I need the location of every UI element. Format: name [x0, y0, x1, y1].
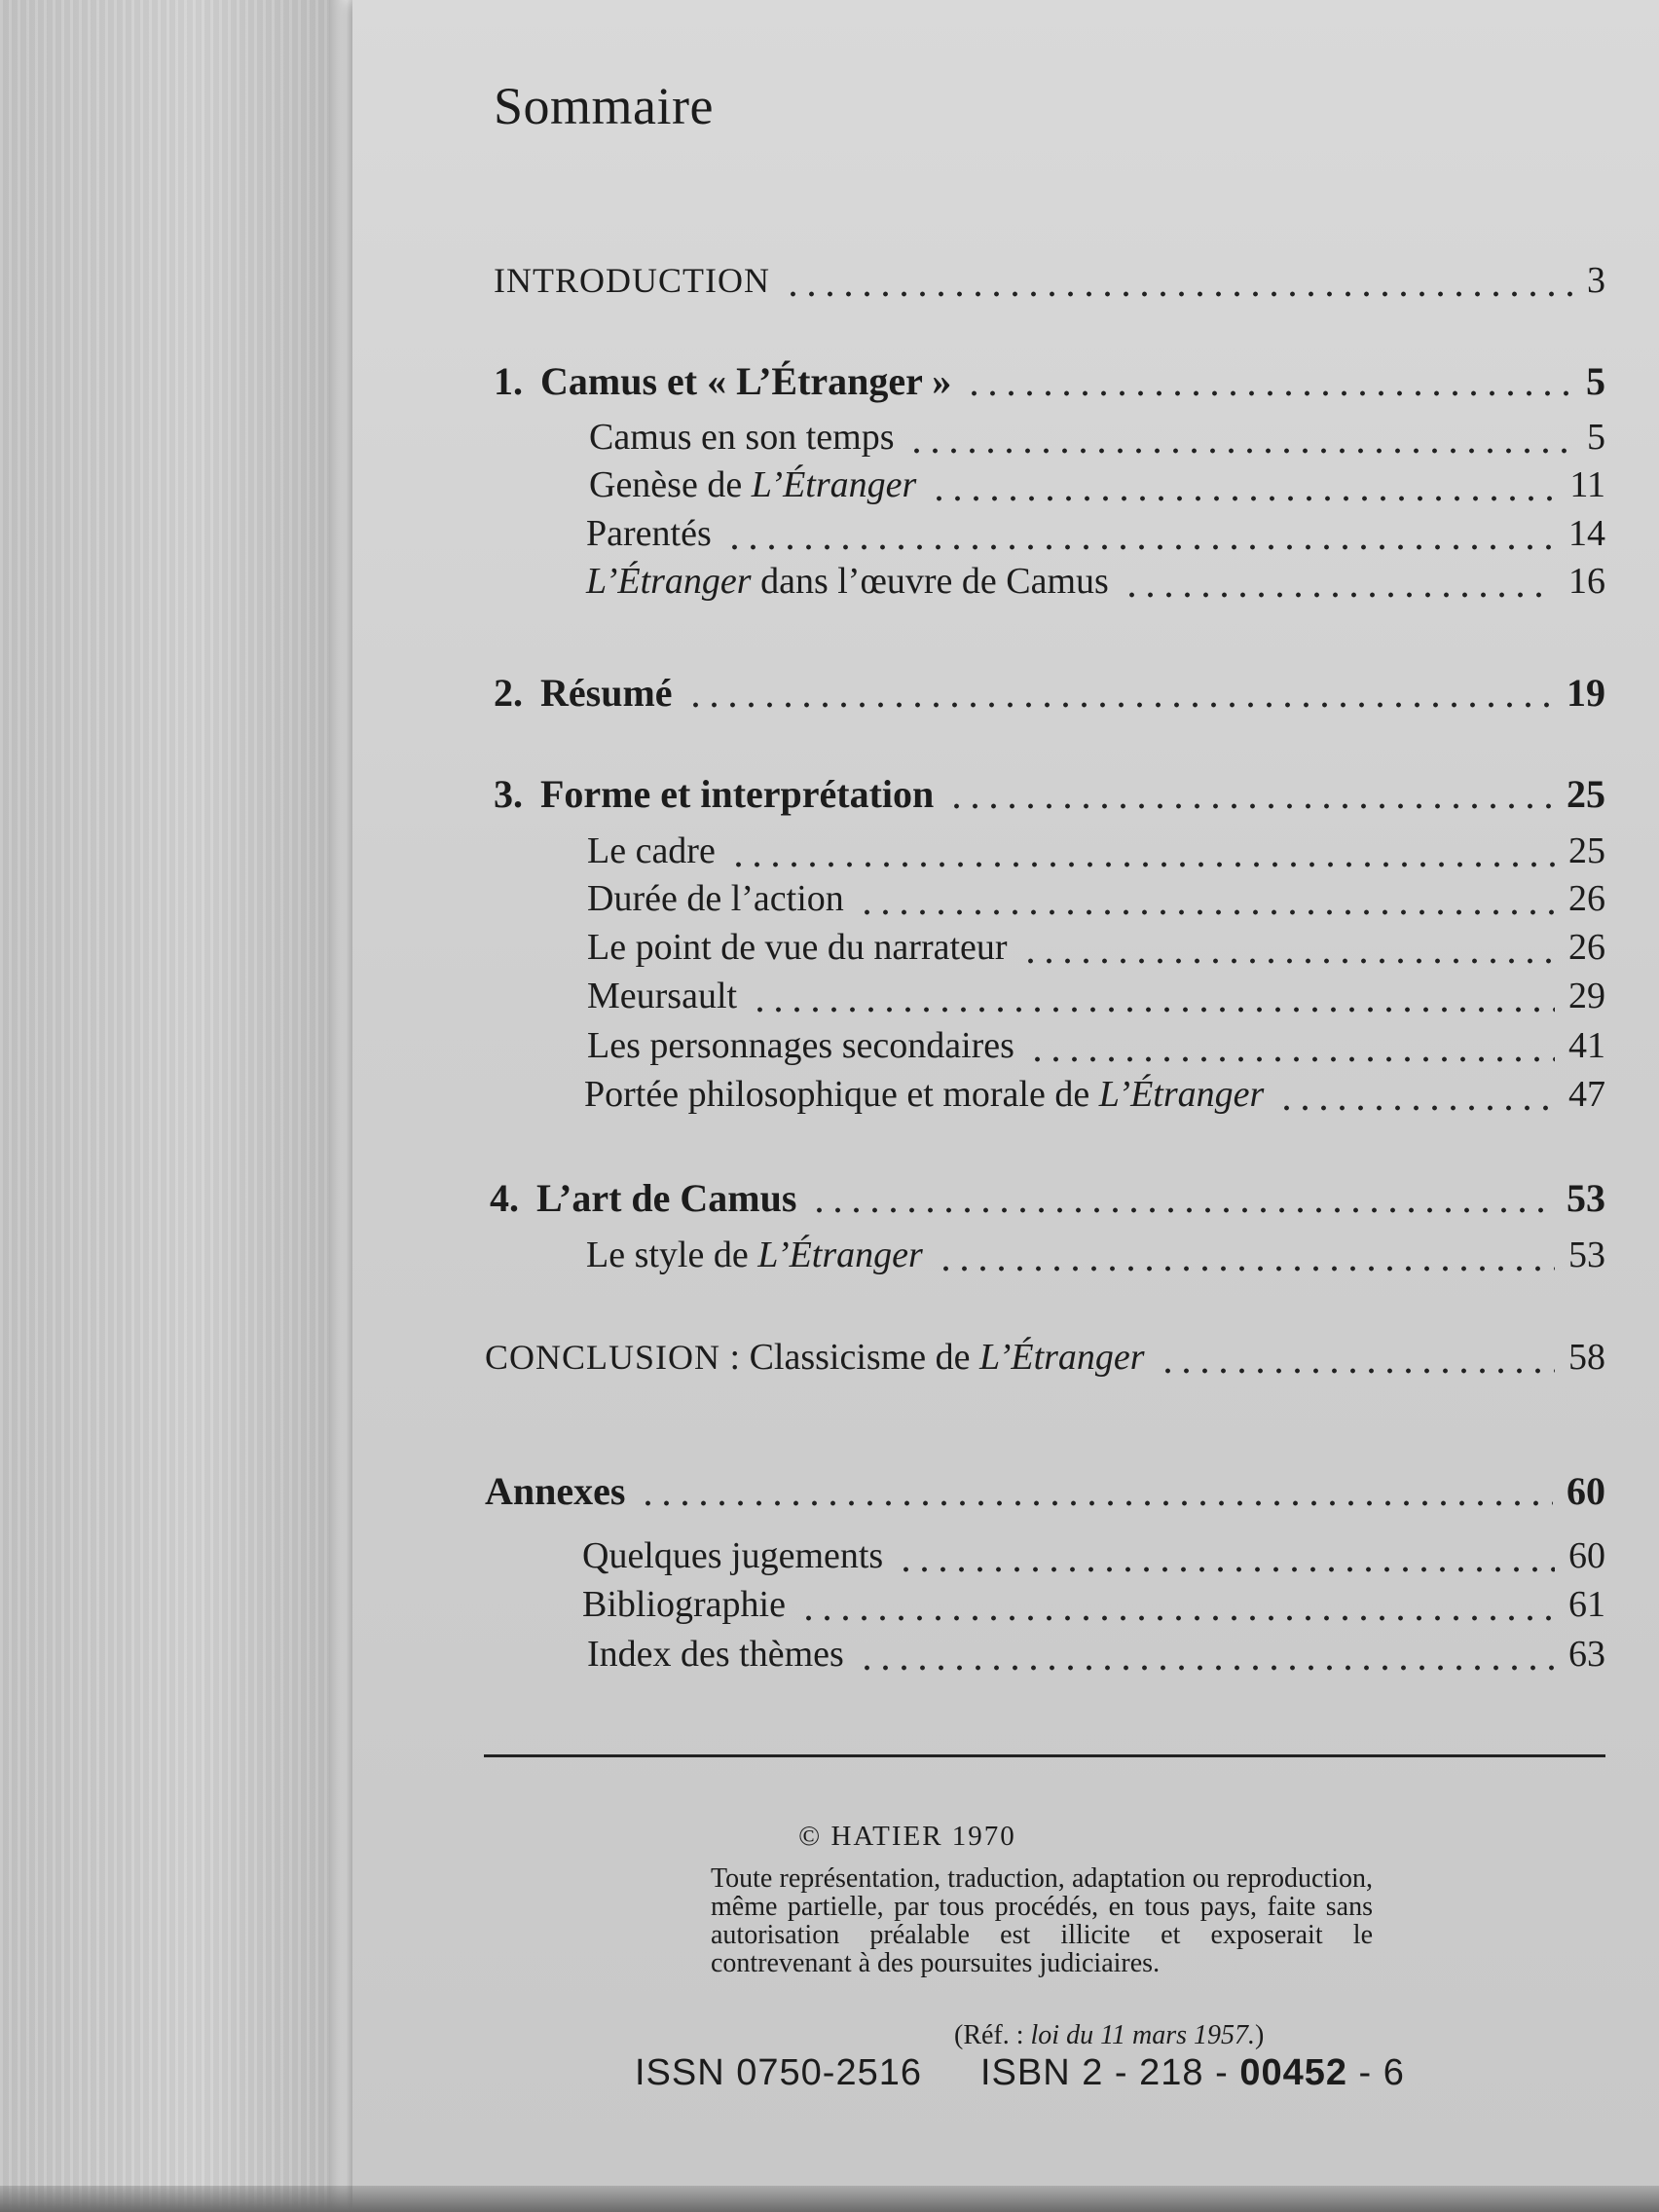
toc-label: Résumé [540, 671, 673, 715]
toc-label: L’art de Camus [536, 1176, 797, 1220]
toc-label: Genèse de [589, 464, 752, 505]
ref-suffix: ) [1255, 2020, 1265, 2050]
toc-entry-annexes [485, 1468, 1605, 1523]
toc-subentry [587, 1024, 1605, 1079]
toc-subentry [587, 975, 1605, 1029]
toc-subentry [584, 1073, 1605, 1127]
toc-subentry [587, 830, 1605, 884]
toc-label: INTRODUCTION [494, 261, 770, 300]
toc-label: Camus et « L’Étranger » [540, 359, 952, 403]
toc-section-2 [494, 670, 1605, 724]
page-title: Sommaire [494, 77, 714, 135]
toc-leader-dots [937, 1265, 1555, 1272]
toc-label-italic: L’Étranger [978, 1337, 1145, 1378]
toc-subentry [587, 1633, 1605, 1687]
toc-label-italic: L’Étranger [1098, 1074, 1265, 1115]
toc-label: dans l’œuvre de Camus [751, 561, 1109, 602]
toc-subentry [589, 463, 1605, 518]
toc-section-number: 4. [490, 1176, 519, 1220]
toc-leader-dots [858, 908, 1555, 916]
toc-subentry [586, 560, 1605, 614]
divider-rule [484, 1754, 1605, 1757]
toc-label: Les personnages secondaires [587, 1025, 1014, 1066]
book-spine-background [0, 0, 355, 2212]
toc-page-number: 16 [1568, 561, 1605, 602]
isbn-prefix: ISBN 2 - 218 - [979, 2052, 1240, 2093]
toc-section-3 [494, 771, 1605, 826]
isbn-suffix: - 6 [1346, 2052, 1405, 2093]
ref-law: loi du 11 mars 1957. [1030, 2020, 1256, 2050]
toc-leader-dots [965, 389, 1572, 397]
toc-leader-dots [897, 1566, 1555, 1573]
publication-codes [635, 2052, 1405, 2094]
toc-leader-dots [810, 1206, 1553, 1214]
toc-label-smallcaps: CONCLUSION [485, 1338, 721, 1377]
toc-page-number: 26 [1568, 927, 1605, 968]
toc-label: Durée de l’action [587, 878, 844, 919]
toc-page-number: 53 [1568, 1235, 1605, 1275]
toc-label: Forme et interprétation [540, 772, 935, 816]
toc-leader-dots [1277, 1104, 1555, 1112]
toc-page-number: 53 [1567, 1176, 1605, 1220]
issn-code: ISSN 0750-2516 [635, 2052, 922, 2093]
toc-page-number: 63 [1568, 1634, 1605, 1675]
toc-page-number: 29 [1568, 976, 1605, 1016]
toc-entry-introduction [494, 259, 1605, 313]
toc-subentry [586, 1234, 1605, 1288]
isbn-bold-part: 00452 [1239, 2052, 1347, 2093]
toc-section-1 [494, 358, 1605, 413]
toc-leader-dots [947, 802, 1553, 810]
toc-label: Meursault [587, 976, 738, 1016]
toc-leader-dots [1028, 1055, 1555, 1063]
toc-leader-dots [784, 290, 1573, 298]
toc-page-number: 26 [1568, 878, 1605, 919]
toc-leader-dots [1159, 1367, 1555, 1375]
toc-subentry [582, 1534, 1605, 1589]
toc-page-number: 3 [1587, 260, 1605, 301]
toc-label: Parentés [586, 513, 712, 554]
toc-page-number: 41 [1568, 1025, 1605, 1066]
toc-label: Le point de vue du narrateur [587, 927, 1008, 968]
toc-page-number: 25 [1567, 772, 1605, 816]
toc-leader-dots [799, 1614, 1555, 1622]
legal-reference [954, 2020, 1264, 2051]
toc-label-italic: L’Étranger [586, 561, 752, 602]
toc-subentry [587, 877, 1605, 932]
toc-page-number: 47 [1568, 1074, 1605, 1115]
toc-subentry [587, 926, 1605, 980]
toc-subentry [589, 416, 1605, 470]
toc-label: Camus en son temps [589, 417, 895, 458]
toc-page-number: 60 [1567, 1469, 1605, 1513]
toc-page-number: 5 [1586, 359, 1605, 403]
toc-label: Bibliographie [582, 1584, 786, 1625]
toc-leader-dots [907, 447, 1573, 455]
toc-leader-dots [729, 861, 1555, 868]
bottom-edge-shadow [0, 2186, 1659, 2212]
toc-page-number: 14 [1568, 513, 1605, 554]
toc-subentry [582, 1583, 1605, 1638]
toc-page-number: 61 [1568, 1584, 1605, 1625]
copyright-notice: © HATIER 1970 [798, 1821, 1016, 1852]
toc-section-number: 1. [494, 359, 523, 403]
toc-label: Quelques jugements [582, 1535, 884, 1576]
toc-section-number: 3. [494, 772, 523, 816]
toc-page-number: 11 [1569, 464, 1605, 505]
toc-entry-conclusion [485, 1336, 1605, 1390]
toc-leader-dots [725, 543, 1555, 551]
toc-page-number: 60 [1568, 1535, 1605, 1576]
toc-leader-dots [1123, 591, 1555, 599]
toc-section-4 [490, 1175, 1605, 1230]
toc-leader-dots [751, 1006, 1555, 1014]
legal-notice: Toute représentation, traduction, adaptation ou reproduction, même partielle, par tous procédés, en tous pays, faite sans autorisation préalable est illicite et exposerait le contrevenant à des poursuites judiciaires. [711, 1863, 1373, 1978]
toc-label: Portée philosophique et morale de [584, 1074, 1099, 1115]
toc-leader-dots [686, 701, 1553, 709]
toc-label-italic: L’Étranger [757, 1235, 923, 1275]
toc-label: Le cadre [587, 830, 716, 871]
toc-leader-dots [930, 495, 1556, 502]
toc-page-number: 19 [1567, 671, 1605, 715]
toc-leader-dots [639, 1499, 1553, 1507]
toc-label: : Classicisme de [720, 1337, 979, 1378]
toc-page-number: 5 [1587, 417, 1605, 458]
toc-page-number: 25 [1568, 830, 1605, 871]
toc-label: Index des thèmes [587, 1634, 844, 1675]
toc-label: Annexes [485, 1469, 626, 1513]
isbn-code [980, 2052, 1405, 2093]
ref-prefix: (Réf. : [954, 2020, 1031, 2050]
toc-label-italic: L’Étranger [751, 464, 917, 505]
toc-leader-dots [858, 1664, 1555, 1672]
toc-section-number: 2. [494, 671, 523, 715]
toc-page-number: 58 [1568, 1337, 1605, 1378]
toc-subentry [586, 512, 1605, 567]
toc-leader-dots [1021, 957, 1555, 965]
toc-label: Le style de [586, 1235, 758, 1275]
